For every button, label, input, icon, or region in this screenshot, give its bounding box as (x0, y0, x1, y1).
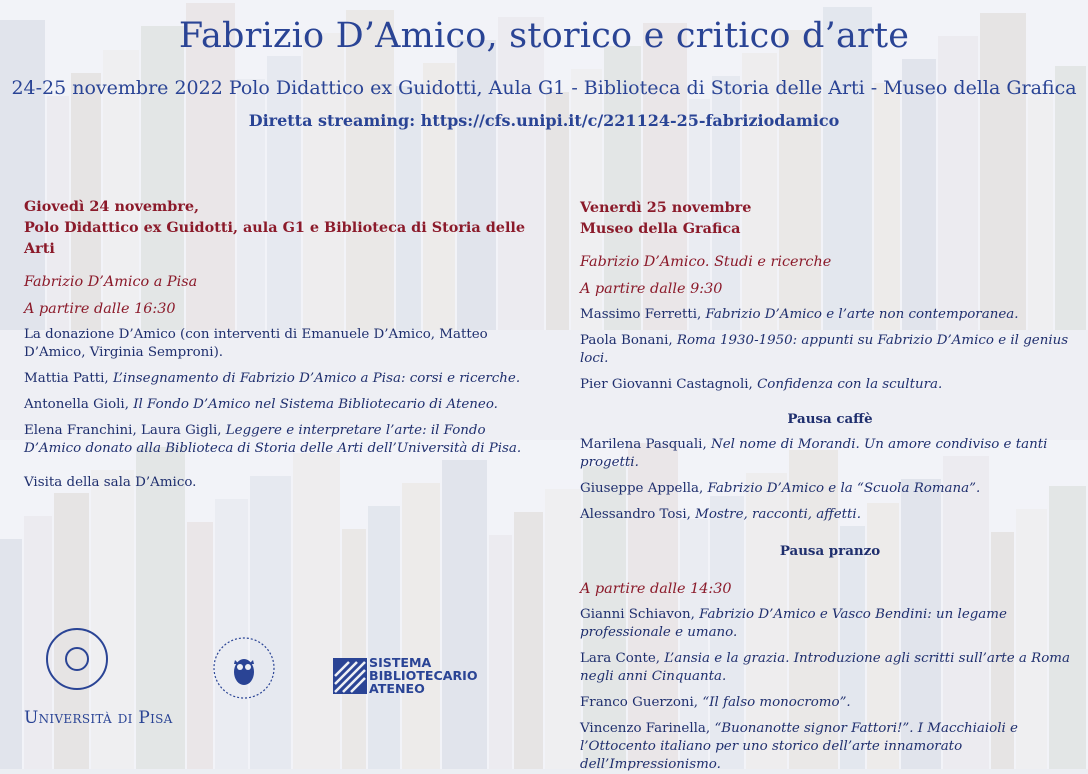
talk-title: Fabrizio D’Amico e la “Scuola Romana”. (707, 481, 981, 496)
talk-title: L’ansia e la grazia. Introduzione agli scritti sull’arte a Roma negli anni Cinquanta. (580, 651, 1070, 684)
talk-speaker: Gianni Schiavon, (580, 607, 700, 622)
day2-date: Venerdì 25 novembre (580, 199, 752, 216)
talk-title: “Buonanotte signor Fattori!”. I Macchiaioli e l’Ottocento italiano per uno storico dell’arte innamorato dell’Impressionismo. (580, 721, 1018, 772)
day1-talk-list (24, 326, 544, 458)
talk-item (580, 694, 1080, 712)
talk-title: Il Fondo D’Amico nel Sistema Bibliotecario di Ateneo. (133, 397, 498, 412)
talk-speaker: Antonella Gioli, (24, 397, 134, 412)
talk-speaker: Giuseppe Appella, (580, 481, 708, 496)
sba-logo (333, 656, 478, 695)
talk-item (580, 650, 1080, 686)
talk-title: Roma 1930-1950: appunti su Fabrizio D’Amico e il genius loci. (580, 333, 1069, 366)
unipi-logo (24, 628, 174, 728)
talk-item (24, 326, 544, 362)
sba-line2: BIBLIOTECARIO (369, 668, 478, 683)
day2-morning-start: A partire dalle 9:30 (580, 281, 723, 297)
day1-venue: Polo Didattico ex Guidotti, aula G1 e Biblioteca di Storia delle Arti (24, 219, 526, 257)
talk-speaker: Lara Conte, (580, 651, 665, 666)
day1-date: Giovedì 24 novembre, (24, 198, 200, 215)
talk-item (580, 606, 1080, 642)
visit-note: Visita della sala D’Amico. (24, 475, 197, 490)
lunch-break: Pausa pranzo (779, 543, 881, 559)
day1-program (24, 196, 544, 492)
talk-speaker: Pier Giovanni Castagnoli, (580, 377, 758, 392)
sba-mark-icon (333, 658, 367, 694)
talk-item (580, 436, 1080, 472)
talk-title: Fabrizio D’Amico e l’arte non contemporanea. (705, 307, 1019, 322)
day1-heading (24, 196, 544, 259)
talk-speaker: Mattia Patti, (24, 371, 113, 386)
unipi-wordmark: Università di Pisa (24, 708, 173, 728)
day1-session-title: Fabrizio D’Amico a Pisa (24, 274, 198, 290)
talk-title: Mostre, racconti, affetti. (695, 507, 861, 522)
talk-speaker: Vincenzo Farinella, (580, 721, 715, 736)
page-title: Fabrizio D’Amico, storico e critico d’arte (178, 16, 910, 56)
talk-speaker: Massimo Ferretti, (580, 307, 706, 322)
day2-program (580, 197, 1080, 774)
day2-afternoon-talks (580, 606, 1080, 774)
talk-speaker: Elena Franchini, Laura Gigli, (24, 423, 226, 438)
talk-item (580, 506, 1080, 524)
day2-venue: Museo della Grafica (580, 220, 741, 237)
talk-title: Nel nome di Morandi. Un amore condiviso e tanti progetti. (580, 437, 1048, 470)
talk-item (580, 720, 1080, 774)
talk-speaker: Paola Bonani, (580, 333, 677, 348)
day1-start-time: A partire dalle 16:30 (24, 301, 176, 317)
talk-speaker: Franco Guerzoni, (580, 695, 703, 710)
talk-item (24, 370, 544, 388)
talk-item (580, 480, 1080, 498)
unipi-seal-icon (46, 628, 108, 690)
coffee-break: Pausa caffè (787, 411, 873, 427)
talk-item (24, 396, 544, 414)
talk-title: Fabrizio D’Amico e Vasco Bendini: un legame professionale e umano. (580, 607, 1007, 640)
talk-item (24, 422, 544, 458)
talk-item (580, 376, 1080, 394)
talk-item (580, 306, 1080, 324)
day2-afternoon-start: A partire dalle 14:30 (580, 581, 732, 597)
sba-wordmark (369, 656, 478, 695)
talk-title: “Il falso monocromo”. (702, 695, 851, 710)
streaming-link[interactable]: Diretta streaming: https://cfs.unipi.it/c/221124-25-fabriziodamico (248, 111, 840, 130)
talk-speaker: La donazione D’Amico (con interventi di Emanuele D’Amico, Matteo D’Amico, Virginia Semproni). (24, 327, 488, 360)
talk-speaker: Alessandro Tosi, (580, 507, 696, 522)
day2-heading (580, 197, 1080, 239)
day2-morning-talks (580, 306, 1080, 394)
department-owl-logo-icon (212, 636, 276, 700)
event-dates-venues: 24-25 novembre 2022 Polo Didattico ex Guidotti, Aula G1 - Biblioteca di Storia delle Arti - Museo della Grafica (11, 77, 1077, 99)
talk-title: L’insegnamento di Fabrizio D’Amico a Pisa: corsi e ricerche. (112, 371, 521, 386)
talk-title: Confidenza con la scultura. (757, 377, 943, 392)
day2-session-title: Fabrizio D’Amico. Studi e ricerche (580, 254, 832, 270)
sba-line3: ATENEO (369, 681, 425, 696)
talk-title: Leggere e interpretare l’arte: il Fondo D’Amico donato alla Biblioteca di Storia delle Arti dell’Università di Pisa. (24, 423, 522, 456)
sba-line1: SISTEMA (369, 655, 432, 670)
talk-item (580, 332, 1080, 368)
talk-speaker: Marilena Pasquali, (580, 437, 711, 452)
day2-mid-talks (580, 436, 1080, 524)
